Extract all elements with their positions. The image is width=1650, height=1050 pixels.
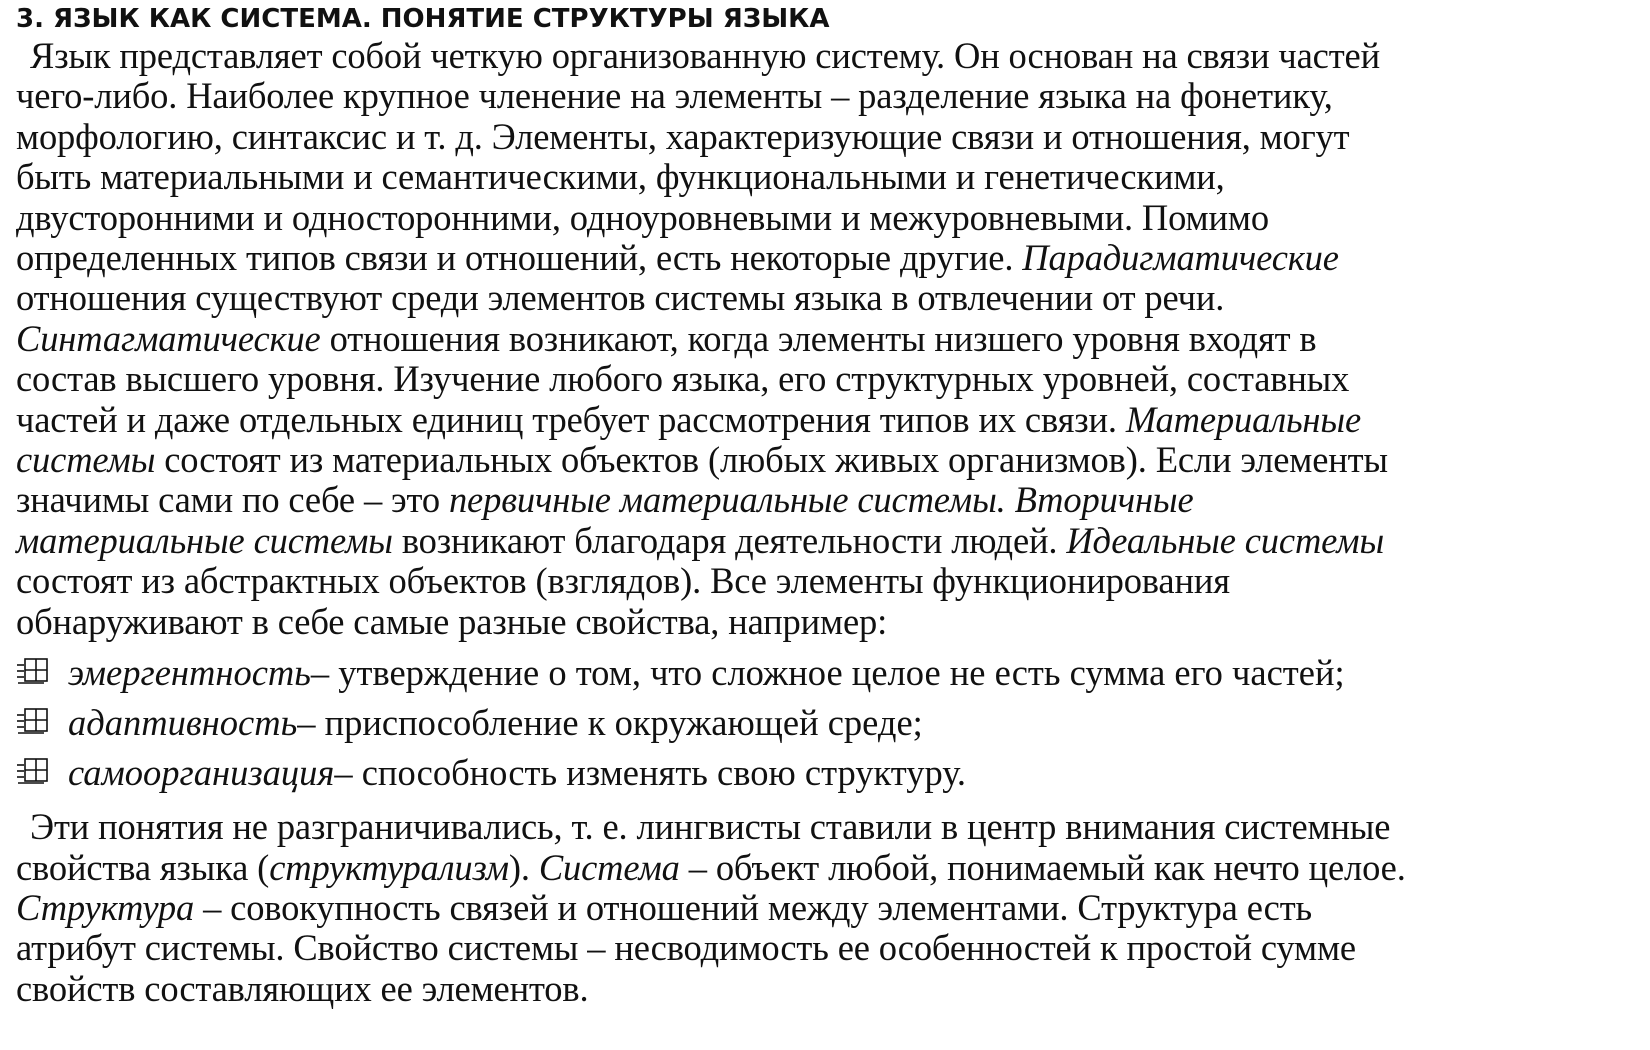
term-syntagmatic: Синтагматические: [16, 317, 321, 359]
text-line: отношения существуют среди элементов системы языка в отвлечении от речи.: [16, 277, 1225, 319]
bullet-term: самоорганизация: [68, 751, 335, 793]
list-item: [16, 647, 1646, 697]
term-primary-material-systems: первичные материальные системы. Вторичные: [448, 479, 1194, 521]
term-material: Материальные: [1125, 398, 1362, 440]
term-structuralism: структурализм: [269, 846, 509, 888]
text-line: морфологию, синтаксис и т. д. Элементы, характеризующие связи и отношения, могут: [16, 115, 1350, 157]
paragraph-1: [16, 36, 1646, 642]
text-line: свойства языка (структурализм). Система – объект любой, понимаемый как нечто целое.: [16, 846, 1406, 888]
bullet-term: адаптивность: [68, 701, 298, 743]
text-line: свойств составляющих ее элементов.: [16, 967, 589, 1009]
text-line: определенных типов связи и отношений, есть некоторые другие. Парадигматические: [16, 237, 1339, 279]
text-line: быть материальными и семантическими, функциональными и генетическими,: [16, 156, 1225, 198]
window-grid-icon: [16, 757, 50, 787]
term-ideal-systems: Идеальные системы: [1066, 519, 1385, 561]
paragraph-2: [16, 807, 1646, 1009]
bullet-text: – утверждение о том, что сложное целое не есть сумма его частей;: [310, 651, 1345, 693]
text-line: состоят из абстрактных объектов (взглядов). Все элементы функционирования: [16, 560, 1230, 602]
bullet-text: – способность изменять свою структуру.: [334, 751, 966, 793]
text-line: двусторонними и односторонними, одноуровневыми и межуровневыми. Помимо: [16, 196, 1269, 238]
bullet-term: эмергентность: [68, 651, 311, 693]
text-line: Структура – совокупность связей и отношений между элементами. Структура есть: [16, 886, 1312, 928]
list-item: [16, 747, 1646, 797]
text-line: состав высшего уровня. Изучение любого языка, его структурных уровней, составных: [16, 358, 1350, 400]
text-line: Эти понятия не разграничивались, т. е. лингвисты ставили в центр внимания системные: [30, 806, 1391, 848]
list-item: [16, 697, 1646, 747]
text-line: чего-либо. Наиболее крупное членение на элементы – разделение языка на фонетику,: [16, 75, 1333, 117]
document-page: [16, 2, 1646, 1009]
term-structure: Структура: [16, 886, 195, 928]
text-line: атрибут системы. Свойство системы – несводимость ее особенностей к простой сумме: [16, 927, 1356, 969]
text-line: частей и даже отдельных единиц требует рассмотрения типов их связи. Материальные: [16, 398, 1362, 440]
window-grid-icon: [16, 657, 50, 687]
text-line: обнаруживают в себе самые разные свойства, например:: [16, 600, 888, 642]
term-system: Система: [538, 846, 680, 888]
text-line: Язык представляет собой четкую организованную систему. Он основан на связи частей: [30, 35, 1380, 76]
bullet-text: – приспособление к окружающей среде;: [297, 701, 923, 743]
text-line: системы состоят из материальных объектов (любых живых организмов). Если элементы: [16, 439, 1388, 481]
term-secondary-material-systems: материальные системы: [16, 519, 393, 561]
window-grid-icon: [16, 707, 50, 737]
text-line: материальные системы возникают благодаря деятельности людей. Идеальные системы: [16, 519, 1385, 561]
text-line: Синтагматические отношения возникают, когда элементы низшего уровня входят в: [16, 317, 1317, 359]
text-line: значимы сами по себе – это первичные материальные системы. Вторичные: [16, 479, 1194, 521]
term-systems: системы: [16, 439, 156, 481]
section-heading: 3. ЯЗЫК КАК СИСТЕМА. ПОНЯТИЕ СТРУКТУРЫ ЯЗЫКА: [16, 4, 830, 34]
term-paradigmatic: Парадигматические: [1022, 237, 1339, 279]
properties-list: [16, 647, 1646, 797]
